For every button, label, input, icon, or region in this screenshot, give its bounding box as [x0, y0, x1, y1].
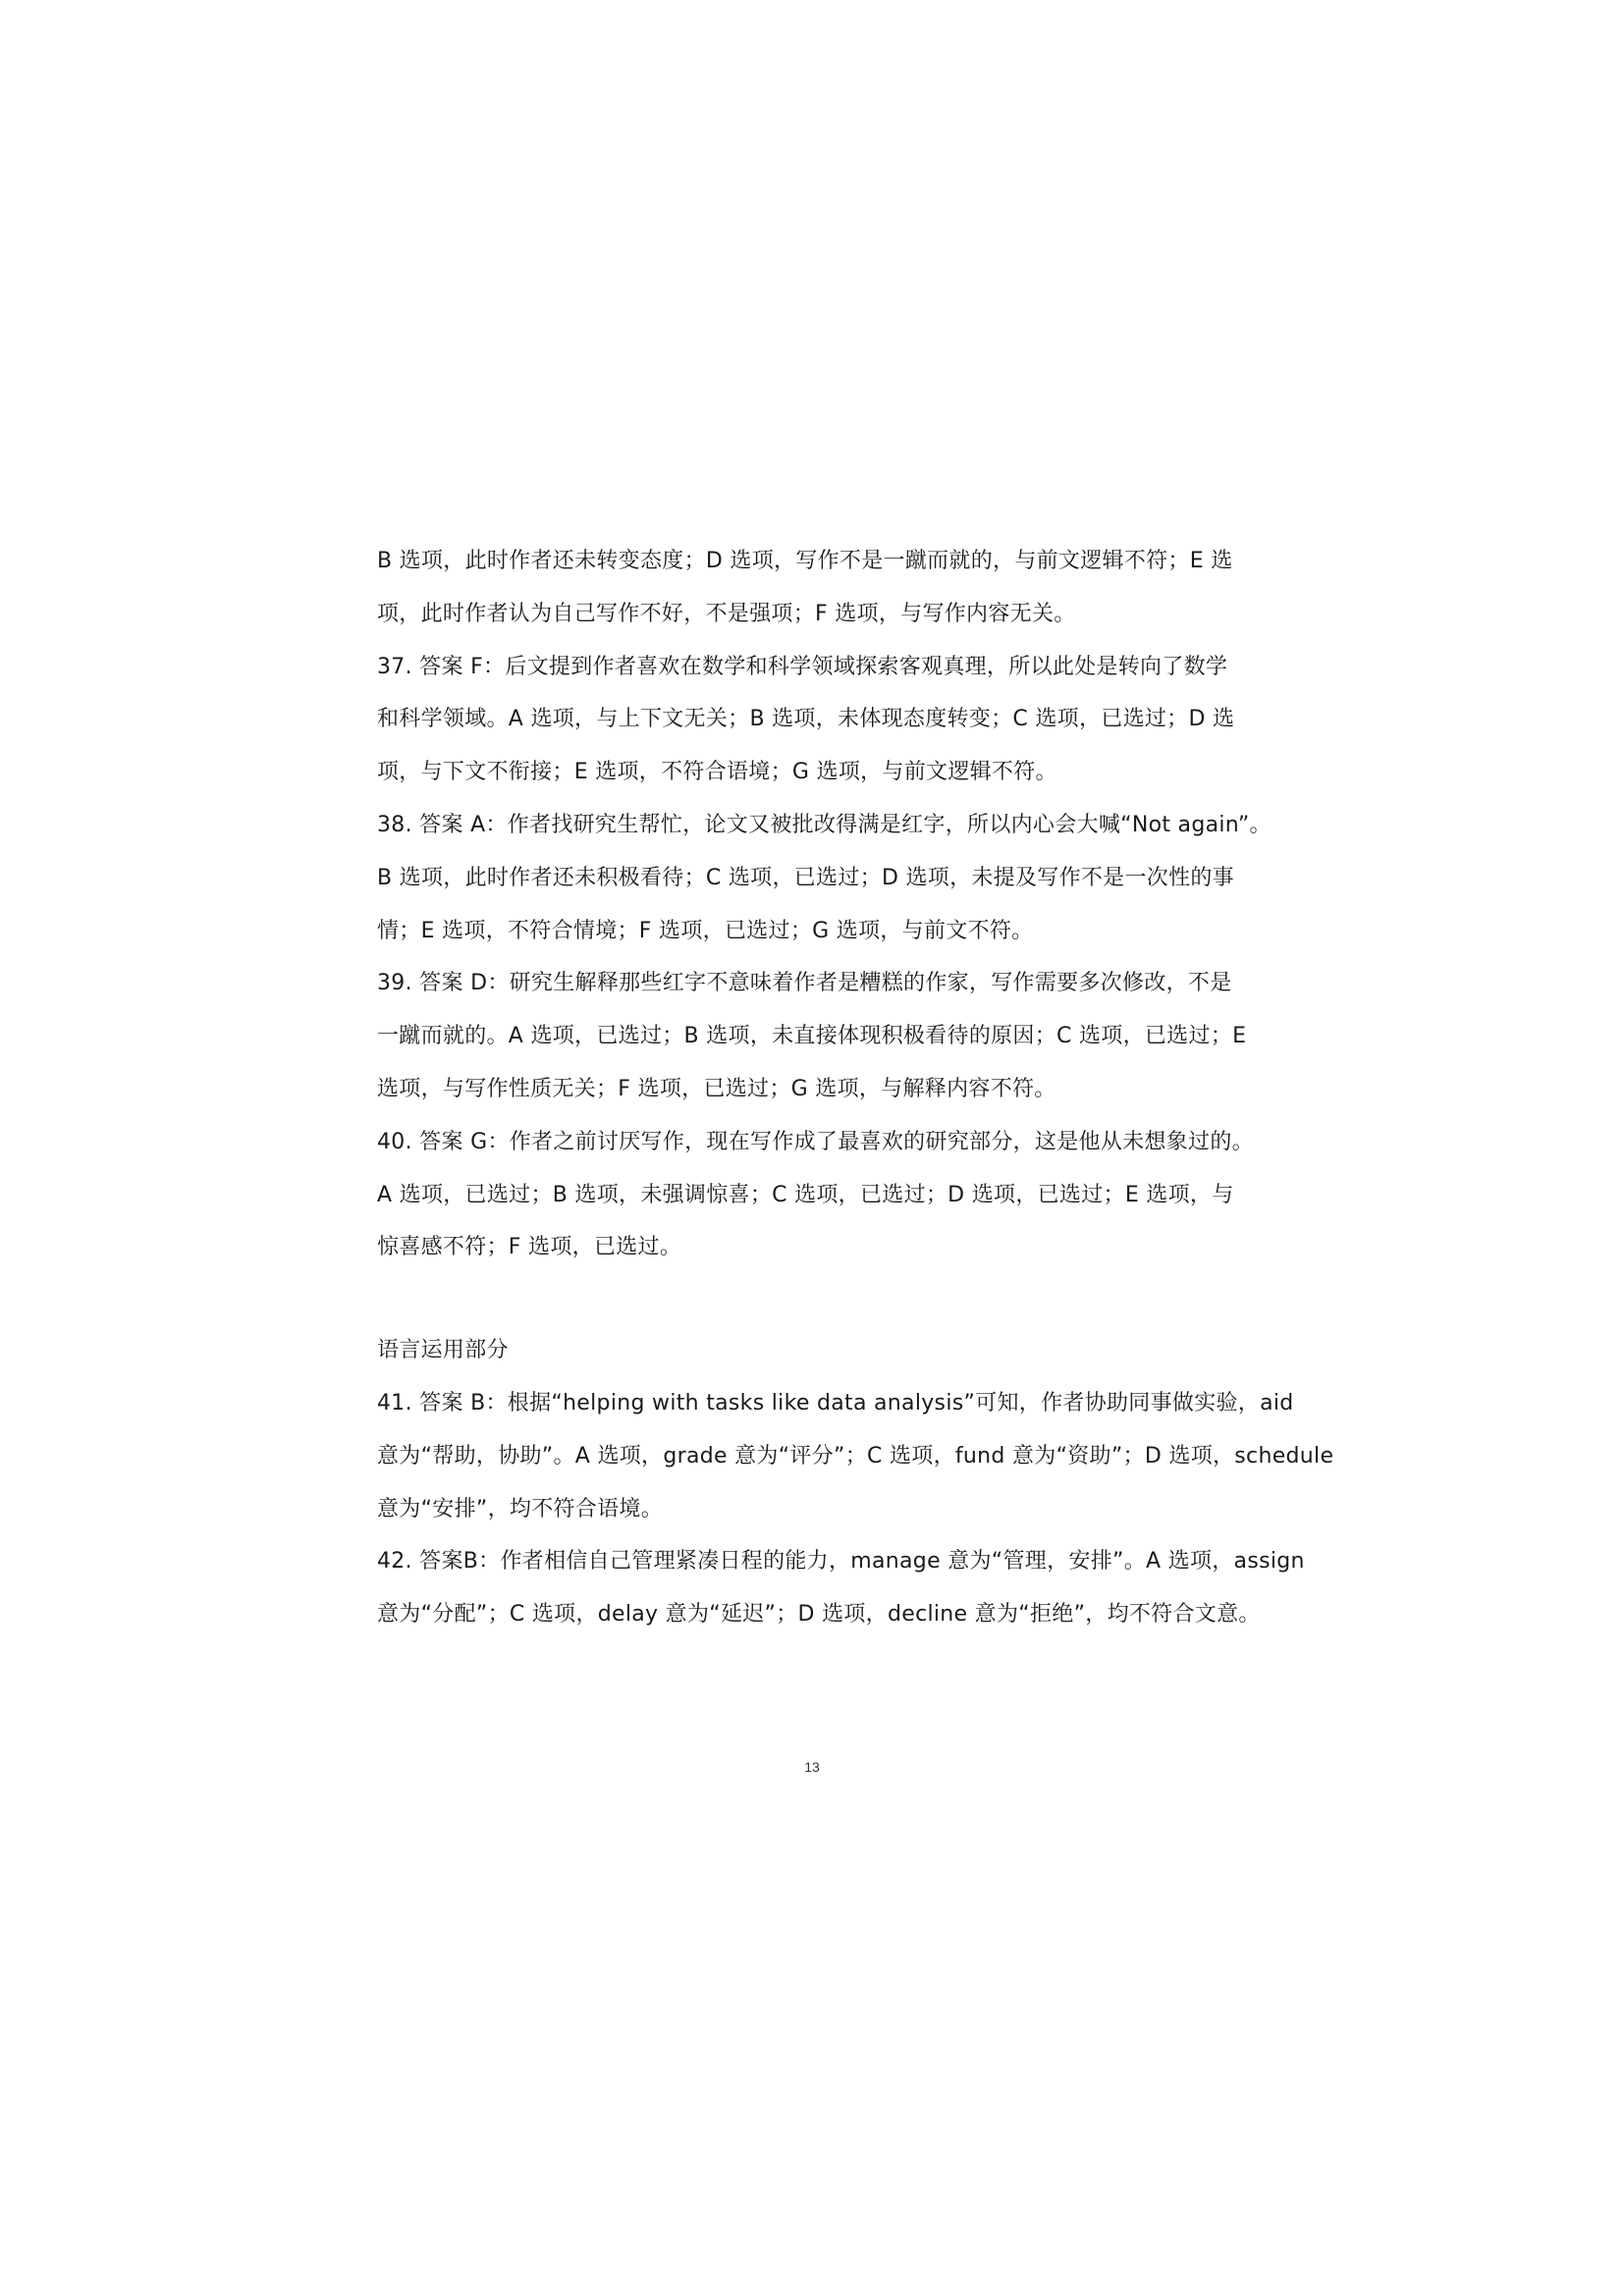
text-line: 项，此时作者认为自己写作不好，不是强项；F 选项，与写作内容无关。 [377, 601, 1076, 626]
page-number: 13 [804, 1759, 820, 1775]
section-title: 语言运用部分 [377, 1338, 509, 1363]
text-line: 39. 答案 D：研究生解释那些红字不意味着作者是糟糕的作家，写作需要多次修改，不是 [377, 971, 1232, 996]
text-line: 一蹴而就的。A 选项，已选过；B 选项，未直接体现积极看待的原因；C 选项，已选过；E [377, 1024, 1247, 1049]
text-line: 情；E 选项，不符合情境；F 选项，已选过；G 选项，与前文不符。 [377, 918, 1034, 943]
text-line: 项，与下文不衔接；E 选项，不符合语境；G 选项，与前文逻辑不符。 [377, 760, 1057, 785]
text-line: 42. 答案B：作者相信自己管理紧凑日程的能力，manage 意为“管理，安排”。A 选项，assign [377, 1549, 1305, 1575]
text-line: 37. 答案 F：后文提到作者喜欢在数学和科学领域探索客观真理，所以此处是转向了数学 [377, 654, 1228, 679]
text-line: 选项，与写作性质无关；F 选项，已选过；G 选项，与解释内容不符。 [377, 1076, 1056, 1101]
text-line: 40. 答案 G：作者之前讨厌写作，现在写作成了最喜欢的研究部分，这是他从未想象过的。 [377, 1129, 1254, 1154]
text-line: 38. 答案 A：作者找研究生帮忙，论文又被批改得满是红字，所以内心会大喊“Not again”。 [377, 812, 1272, 837]
text-line: 和科学领域。A 选项，与上下文无关；B 选项，未体现态度转变；C 选项，已选过；D 选 [377, 707, 1235, 732]
text-line: 惊喜感不符；F 选项，已选过。 [377, 1235, 682, 1260]
answer-explanations-block [377, 535, 1272, 1274]
text-line: A 选项，已选过；B 选项，未强调惊喜；C 选项，已选过；D 选项，已选过；E 选项，与 [377, 1182, 1234, 1207]
text-line: 41. 答案 B：根据“helping with tasks like data analysis”可知，作者协助同事做实验，aid [377, 1390, 1294, 1415]
text-line: B 选项，此时作者还未积极看待；C 选项，已选过；D 选项，未提及写作不是一次性的事 [377, 865, 1234, 890]
text-line: 意为“帮助，协助”。A 选项，grade 意为“评分”；C 选项，fund 意为“资助”；D 选项，schedule [377, 1443, 1334, 1468]
page-content [377, 535, 1334, 1641]
language-use-block [377, 1377, 1334, 1641]
text-line: 意为“安排”，均不符合语境。 [377, 1496, 663, 1522]
text-line: 意为“分配”；C 选项，delay 意为“延迟”；D 选项，decline 意为“拒绝”，均不符合文意。 [377, 1602, 1261, 1628]
section-spacer [377, 1274, 1261, 1324]
text-line: B 选项，此时作者还未转变态度；D 选项，写作不是一蹴而就的，与前文逻辑不符；E 选 [377, 549, 1233, 573]
